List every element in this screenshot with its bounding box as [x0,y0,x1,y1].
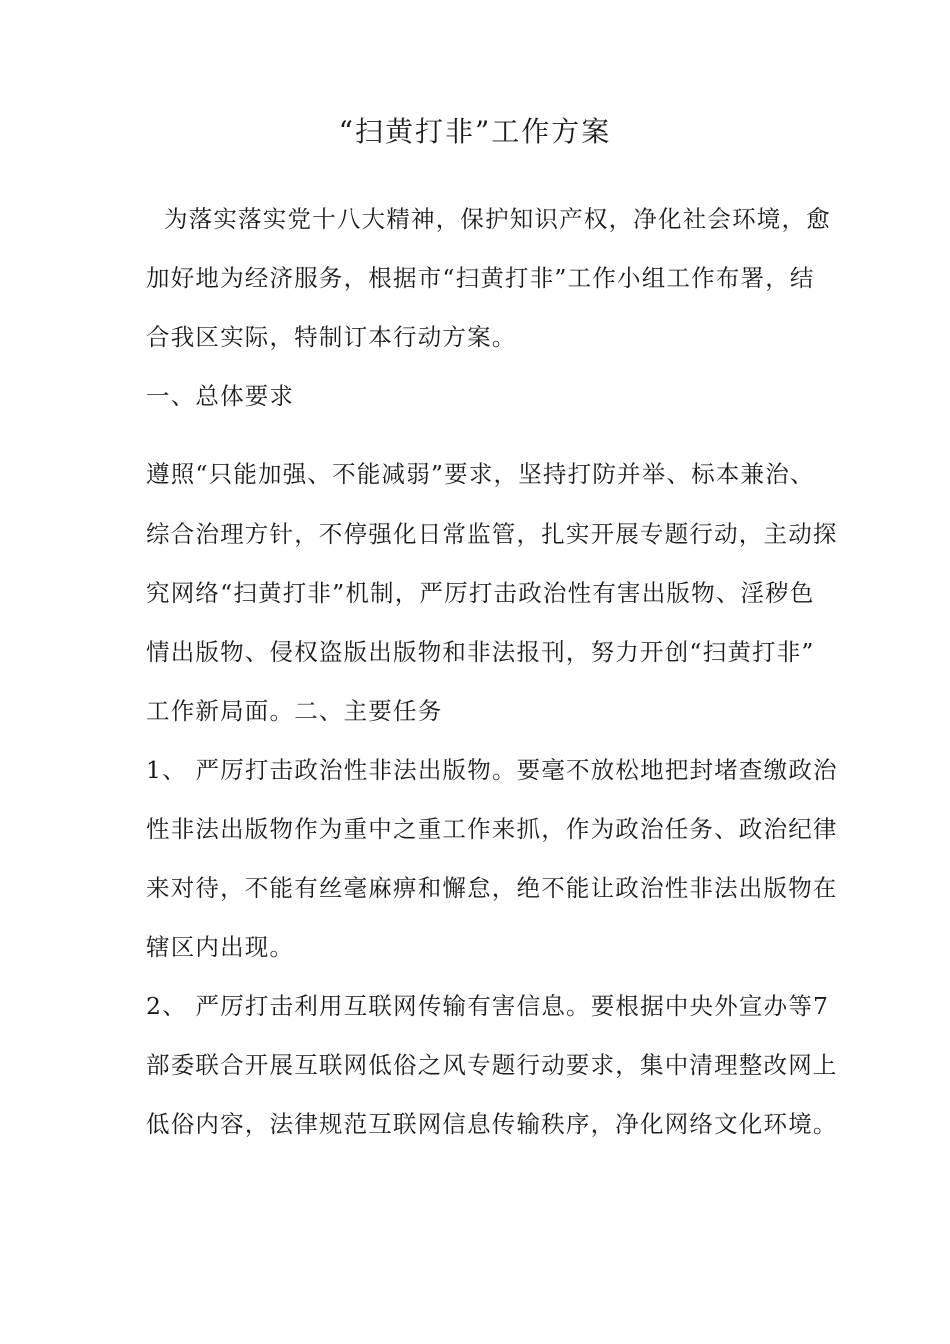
task-1-line-4: 辖区内出现。 [146,933,295,961]
document-title: “扫黄打非”工作方案 [338,115,612,148]
intro-line-3: 合我区实际，特制订本行动方案。 [146,323,517,351]
section-heading-overall-requirements: 一、总体要求 [146,382,295,410]
requirements-line-5: 工作新局面。二、主要任务 [146,697,443,725]
task-2-line-1: 2、 严厉打击利用互联网传输有害信息。要根据中央外宣办等7 [146,992,830,1020]
intro-line-2: 加好地为经济服务，根据市“扫黄打非”工作小组工作布署，结 [146,264,815,292]
requirements-line-4: 情出版物、侵权盗版出版物和非法报刊，努力开创“扫黄打非” [146,638,815,666]
intro-line-1: 为落实落实党十八大精神，保护知识产权，净化社会环境，愈 [164,205,831,233]
requirements-line-1: 遵照“只能加强、不能减弱”要求，坚持打防并举、标本兼治、 [146,460,815,488]
requirements-line-2: 综合治理方针，不停强化日常监管，扎实开展专题行动，主动探 [146,520,838,548]
requirements-line-3: 究网络“扫黄打非”机制，严厉打击政治性有害出版物、淫秽色 [146,579,815,607]
task-1-line-2: 性非法出版物作为重中之重工作来抓，作为政治任务、政治纪律 [146,815,838,843]
task-2-line-2: 部委联合开展互联网低俗之风专题行动要求，集中清理整改网上 [146,1051,838,1079]
task-2-line-3: 低俗内容，法律规范互联网信息传输秩序，净化网络文化环境。 [146,1110,838,1138]
task-1-line-1: 1、 严厉打击政治性非法出版物。要毫不放松地把封堵查缴政治 [146,756,838,784]
task-1-line-3: 来对待，不能有丝毫麻痹和懈怠，绝不能让政治性非法出版物在 [146,874,838,902]
